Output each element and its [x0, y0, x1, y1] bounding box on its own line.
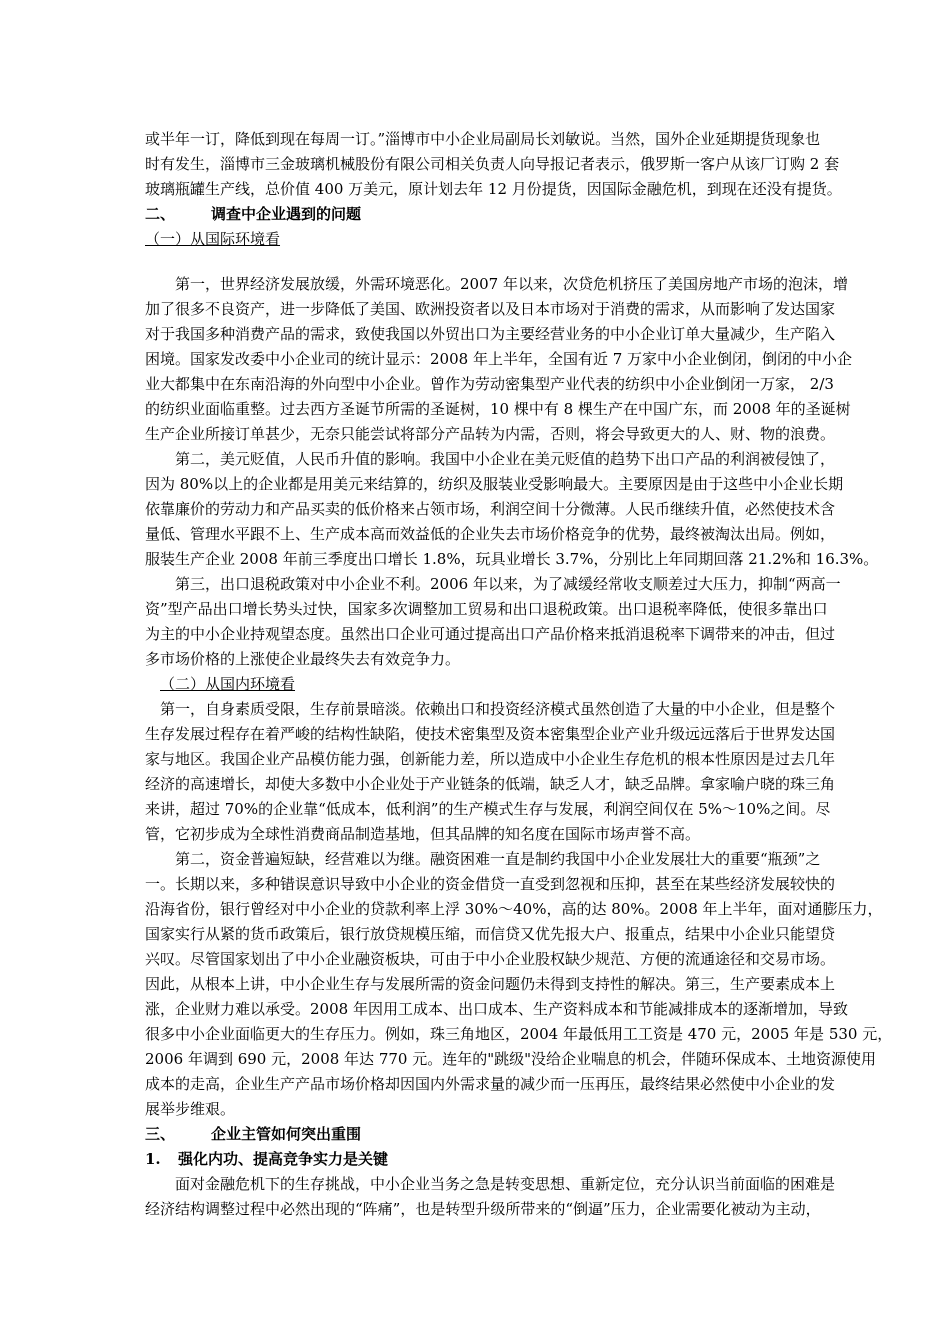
text-line: 的纺织业面临重整。过去西方圣诞节所需的圣诞树，10 棵中有 8 棵生产在中国广东，而 2008 年的圣诞树	[145, 400, 851, 418]
text-line: 很多中小企业面临更大的生存压力。例如，珠三角地区，2004 年最低用工工资是 470 元，2005 年是 530 元，	[145, 1025, 893, 1043]
text-line: 因此，从根本上讲，中小企业生存与发展所需的资金问题仍未得到支持性的解决。第三，生产要素成本上	[145, 975, 836, 993]
text-line: 家与地区。我国企业产品模仿能力强，创新能力差，所以造成中小企业生存危机的根本性原因是过去几年	[145, 750, 836, 768]
text-line: 多市场价格的上涨使企业最终失去有效竞争力。	[145, 650, 461, 668]
text-line: 对于我国多种消费产品的需求，致使我国以外贸出口为主要经营业务的中小企业订单大量减少，生产陷入	[145, 325, 836, 343]
text-line: 经济的高速增长，却使大多数中小企业处于产业链条的低端，缺乏人才，缺乏品牌。拿家喻户晓的珠三角	[145, 775, 836, 793]
text-line: 生存发展过程存在着严峻的结构性缺陷，使技术密集型及资本密集型企业产业升级远远落后于世界发达国	[145, 725, 836, 743]
numbered-heading-1	[145, 1147, 923, 1172]
text-line: 加了很多不良资产，进一步降低了美国、欧洲投资者以及日本市场对于消费的需求，从而影响了发达国家	[145, 300, 836, 318]
text-line: 第二，资金普遍短缺，经营难以为继。融资困难一直是制约我国中小企业发展壮大的重要“瓶颈”之	[145, 850, 821, 868]
text-line: 经济结构调整过程中必然出现的“阵痛”，也是转型升级所带来的“倒逼”压力，企业需要化被动为主动，	[145, 1200, 821, 1218]
paragraph-external-demand	[145, 272, 923, 447]
blank-line	[145, 252, 923, 272]
text-line: 依靠廉价的劳动力和产品买卖的低价格来占领市场，利润空间十分微薄。人民币继续升值，必然使技术含	[145, 500, 836, 518]
subsection-heading-domestic: （二）从国内环境看	[160, 675, 296, 693]
text-line: 兴叹。尽管国家划出了中小企业融资板块，可由于中小企业股权缺少规范、方便的流通途径和交易市场。	[145, 950, 836, 968]
text-line: 或半年一订，降低到现在每周一订。”淄博市中小企业局副局长刘敏说。当然，国外企业延期提货现象也	[145, 130, 821, 148]
text-line: 沿海省份，银行曾经对中小企业的贷款利率上浮 30%～40%，高的达 80%。2008 年上半年，面对通膨压力，	[145, 900, 883, 918]
item-number: 1.	[145, 1150, 161, 1168]
text-line: 展举步维艰。	[145, 1100, 236, 1118]
item-title: 强化内功、提高竞争实力是关键	[178, 1150, 389, 1168]
paragraph-strategy	[145, 1172, 923, 1222]
section-heading-3	[145, 1122, 923, 1147]
text-line: 面对金融危机下的生存挑战，中小企业当务之急是转变思想、重新定位，充分认识当前面临的困难是	[145, 1175, 836, 1193]
text-line: 第三，出口退税政策对中小企业不利。2006 年以来，为了减缓经常收支顺差过大压力，抑制“两高一	[145, 575, 841, 593]
text-line: 生产企业所接订单甚少，无奈只能尝试将部分产品转为内需，否则，将会导致更大的人、财、物的浪费。	[145, 425, 836, 443]
text-line: 管，它初步成为全球性消费商品制造基地，但其品牌的知名度在国际市场声誉不高。	[145, 825, 701, 843]
text-line: 为主的中小企业持观望态度。虽然出口企业可通过提高出口产品价格来抵消退税率下调带来的冲击，但过	[145, 625, 836, 643]
text-line: 涨，企业财力难以承受。2008 年因用工成本、出口成本、生产资料成本和节能减排成本的逐渐增加，导致	[145, 1000, 848, 1018]
text-line: 业大都集中在东南沿海的外向型中小企业。曾作为劳动密集型产业代表的纺织中小企业倒闭一万家， 2/3	[145, 375, 834, 393]
section-heading-2	[145, 202, 923, 227]
text-line: 因为 80%以上的企业都是用美元来结算的，纺织及服装业受影响最大。主要原因是由于这些中小企业长期	[145, 475, 844, 493]
text-line: 2006 年调到 690 元，2008 年达 770 元。连年的"跳级"没给企业喘息的机会，伴随环保成本、土地资源使用	[145, 1050, 877, 1068]
text-line: 资”型产品出口增长势头过快，国家多次调整加工贸易和出口退税政策。出口退税率降低，使很多靠出口	[145, 600, 828, 618]
text-line: 一。长期以来，多种错误意识导致中小企业的资金借贷一直受到忽视和压抑，甚至在某些经济发展较快的	[145, 875, 836, 893]
text-line: 国家实行从紧的货币政策后，银行放贷规模压缩，而信贷又优先报大户、报重点，结果中小企业只能望贷	[145, 925, 836, 943]
text-line: 量低、管理水平跟不上、生产成本高而效益低的企业失去市场价格竞争的优势，最终被淘汰出局。例如，	[145, 525, 836, 543]
text-line: 玻璃瓶罐生产线，总价值 400 万美元，原计划去年 12 月份提货，因国际金融危机，到现在还没有提货。	[145, 180, 842, 198]
text-line: 时有发生，淄博市三金玻璃机械股份有限公司相关负责人向导报记者表示，俄罗斯一客户从该厂订购 2 套	[145, 155, 840, 173]
paragraph-currency	[145, 447, 923, 572]
section-title: 调查中企业遇到的问题	[211, 205, 362, 223]
intro-paragraph	[145, 127, 923, 202]
paragraph-export-tax	[145, 572, 923, 672]
paragraph-quality	[145, 697, 923, 847]
text-line: 第一，世界经济发展放缓，外需环境恶化。2007 年以来，次贷危机挤压了美国房地产市场的泡沫，增	[145, 275, 848, 293]
section-number: 二、	[145, 205, 176, 223]
paragraph-funding	[145, 847, 923, 1122]
text-line: 服装生产企业 2008 年前三季度出口增长 1.8%，玩具业增长 3.7%，分别比上年同期回落 21.2%和 16.3%。	[145, 550, 879, 568]
section-number: 三、	[145, 1125, 176, 1143]
text-line: 困境。国家发改委中小企业司的统计显示：2008 年上半年，全国有近 7 万家中小企业倒闭，倒闭的中小企	[145, 350, 853, 368]
document-page	[145, 127, 923, 1222]
text-line: 来讲，超过 70%的企业靠“低成本，低利润”的生产模式生存与发展，利润空间仅在 5%～10%之间。尽	[145, 800, 831, 818]
subsection-heading-international: （一）从国际环境看	[145, 230, 281, 248]
text-line: 第一，自身素质受限，生存前景暗淡。依赖出口和投资经济模式虽然创造了大量的中小企业，但是整个	[145, 700, 836, 718]
text-line: 第二，美元贬值，人民币升值的影响。我国中小企业在美元贬值的趋势下出口产品的利润被侵蚀了，	[145, 450, 836, 468]
section-title: 企业主管如何突出重围	[211, 1125, 362, 1143]
text-line: 成本的走高，企业生产产品市场价格却因国内外需求量的减少而一压再压，最终结果必然使中小企业的发	[145, 1075, 836, 1093]
